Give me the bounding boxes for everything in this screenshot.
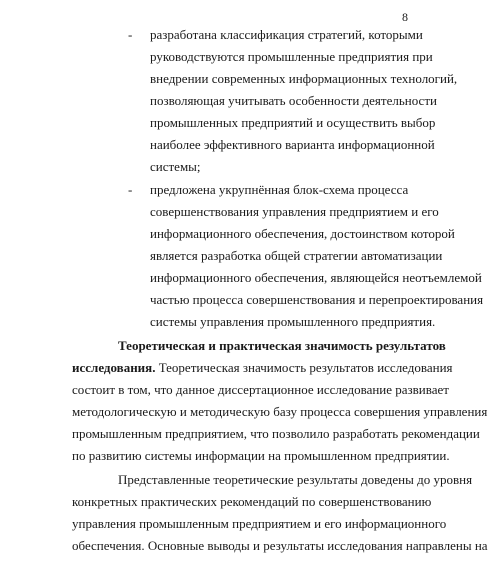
paragraph-1-line-4: методологическую и методическую базу процесса совершения управления [72,404,488,419]
bullet-2-line-1: предложена укрупнённая блок-схема процесса [150,182,409,197]
bullet-1-line-6: наиболее эффективного варианта информационной [150,137,435,152]
paragraph-1-line-5: промышленным предприятием, что позволило разработать рекомендации [72,426,480,441]
bullet-2-line-3: информационного обеспечения, достоинством которой [150,226,455,241]
paragraph-2-line-2: конкретных практических рекомендаций по совершенствованию [72,494,432,509]
bullet-1-line-7: системы; [150,159,201,174]
bullet-2-line-7: системы управления промышленного предприятия. [150,314,436,329]
bullet-1-line-5: промышленных предприятий и осуществить выбор [150,115,436,130]
significance-heading: Теоретическая и практическая значимость результатов [118,338,446,353]
bullet-2-line-6: частью процесса совершенствования и перепроектирования [150,292,484,307]
heading-rest: Теоретическая значимость результатов исследования [155,360,453,375]
bullet-1-line-2: руководствуются промышленные предприятия при [150,49,433,64]
bullet-2-line-5: информационного обеспечения, являющейся неотъемлемой [150,270,482,285]
paragraph-2-line-1: Представленные теоретические результаты доведены до уровня [118,472,473,487]
bullet-1-line-1: разработана классификация стратегий, которыми [150,27,423,42]
paragraph-2-line-3: управления промышленным предприятием и его информационного [72,516,447,531]
bullet-1-line-4: позволяющая учитывать особенности деятельности [150,93,437,108]
paragraph-1-line-6: по развитию системы информации на промышленном предприятии. [72,448,450,463]
bullet-1-line-3: внедрении современных информационных технологий, [150,71,458,86]
paragraph-1-line-3: состоит в том, что данное диссертационное исследование развивает [72,382,449,397]
paragraph-2-line-4: обеспечения. Основные выводы и результаты исследования направлены на [72,538,488,553]
bullet-dash: - [128,27,133,42]
page-number: 8 [402,10,408,24]
bullet-2-line-4: является разработка общей стратегии автоматизации [150,248,443,263]
heading-continuation: исследования. [72,360,156,375]
paragraph-1-line-2 [72,360,453,377]
bullet-2-line-2: совершенствования управления предприятием и его [150,204,439,219]
bullet-dash: - [128,182,133,197]
